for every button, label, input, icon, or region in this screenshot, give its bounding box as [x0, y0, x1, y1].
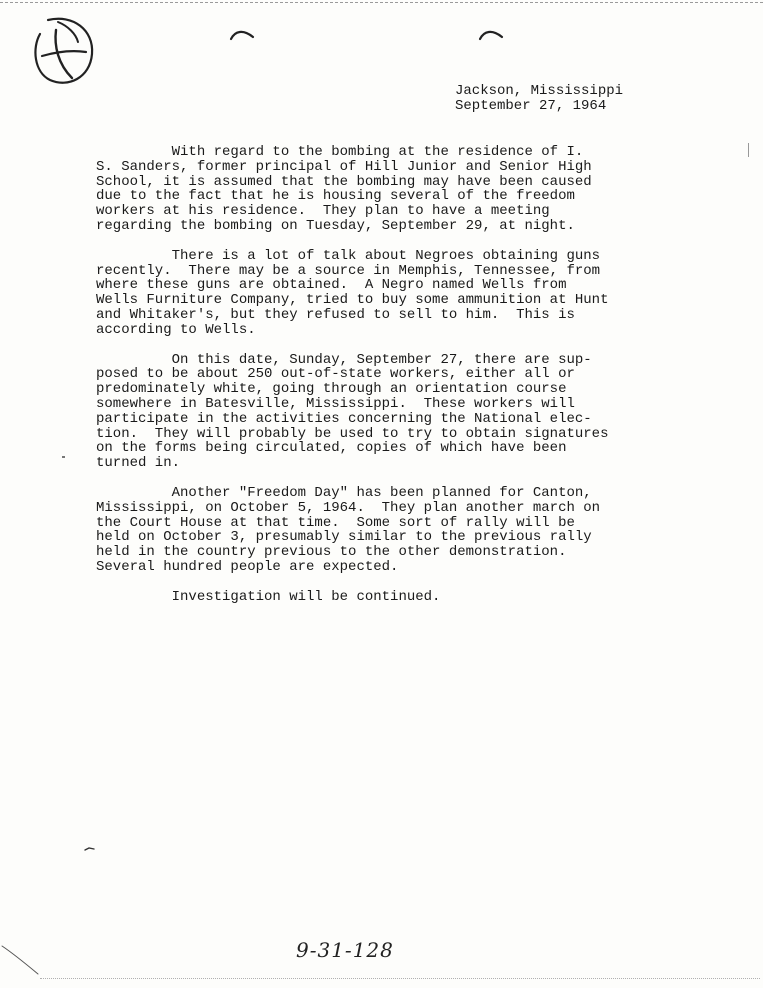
- text-line: posed to be about 250 out-of-state workers, either all or: [96, 366, 575, 383]
- text-line: With regard to the bombing at the residence of I.: [96, 144, 584, 160]
- date-line: September 27, 1964: [455, 98, 607, 114]
- text-line: School, it is assumed that the bombing may have been caused: [96, 173, 592, 190]
- paragraph-investigation: [96, 590, 656, 605]
- text-line: turned in.: [96, 455, 181, 472]
- handwritten-tick-icon: [229, 28, 255, 42]
- corner-pencil-line: [0, 940, 50, 980]
- text-line: recently. There may be a source in Memphis, Tennessee, from: [96, 262, 601, 279]
- margin-dot: [62, 456, 65, 458]
- text-line: Wells Furniture Company, tried to buy some ammunition at Hunt: [96, 292, 609, 309]
- pencil-mark-icon: [84, 846, 96, 852]
- text-line: predominately white, going through an orientation course: [96, 381, 567, 398]
- place-line: Jackson, Mississippi: [455, 83, 624, 99]
- text-line: There is a lot of talk about Negroes obtaining guns: [96, 247, 601, 264]
- text-line: tion. They will probably be used to try to obtain signatures: [96, 425, 609, 442]
- text-line: S. Sanders, former principal of Hill Junior and Senior High: [96, 158, 592, 175]
- handwritten-tick-icon: [478, 28, 504, 42]
- place-date-block: [455, 84, 623, 114]
- text-line: held on October 3, presumably similar to the previous rally: [96, 529, 592, 546]
- paragraph-bombing: [96, 145, 656, 234]
- text-line: somewhere in Batesville, Mississippi. These workers will: [96, 395, 575, 412]
- text-line: the Court House at that time. Some sort of rally will be: [96, 514, 575, 531]
- top-edge-dashes: [0, 2, 763, 3]
- handwritten-circled-mark-icon: [28, 12, 98, 92]
- margin-mark: [748, 143, 749, 157]
- text-line: held in the country previous to the other demonstration.: [96, 544, 567, 561]
- text-line: Mississippi, on October 5, 1964. They plan another march on: [96, 499, 601, 516]
- text-line: on the forms being circulated, copies of which have been: [96, 440, 567, 457]
- file-number: 9-31-128: [296, 938, 394, 962]
- text-line: Investigation will be continued.: [96, 588, 441, 605]
- text-line: Several hundred people are expected.: [96, 558, 399, 575]
- paragraph-workers: [96, 353, 656, 471]
- text-line: workers at his residence. They plan to have a meeting: [96, 203, 550, 220]
- text-line: regarding the bombing on Tuesday, September 29, at night.: [96, 217, 575, 234]
- bottom-edge-dots: [40, 978, 760, 979]
- text-line: where these guns are obtained. A Negro named Wells from: [96, 277, 567, 294]
- text-line: On this date, Sunday, September 27, there are sup-: [96, 351, 592, 368]
- memo-body: [96, 145, 656, 620]
- text-line: and Whitaker's, but they refused to sell to him. This is: [96, 306, 575, 323]
- text-line: according to Wells.: [96, 321, 256, 338]
- paragraph-guns: [96, 249, 656, 338]
- text-line: participate in the activities concerning the National elec-: [96, 410, 592, 427]
- text-line: Another "Freedom Day" has been planned for Canton,: [96, 484, 592, 501]
- paragraph-freedom-day: [96, 486, 656, 575]
- text-line: due to the fact that he is housing several of the freedom: [96, 188, 575, 205]
